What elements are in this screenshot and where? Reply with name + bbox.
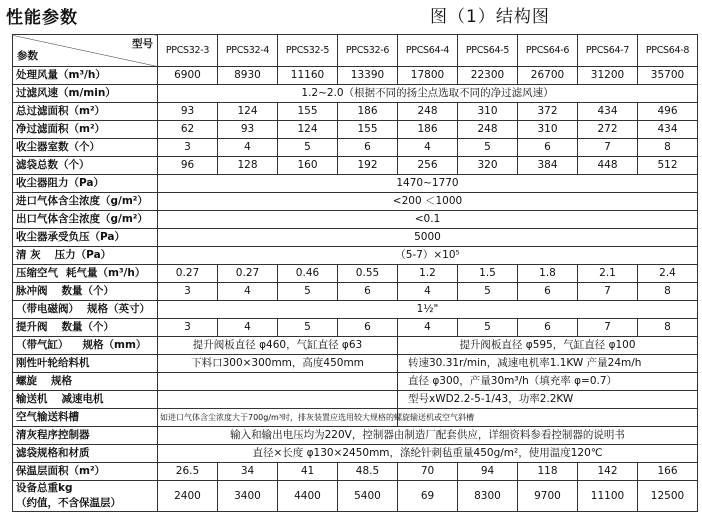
table-cell: 186 bbox=[398, 121, 458, 139]
table-cell: 直径 φ300，产量30m³/h（填充率 φ=0.7） bbox=[398, 373, 698, 391]
row-label: 收尘器承受负压（Pa） bbox=[13, 229, 158, 247]
table-cell: 8 bbox=[638, 139, 698, 157]
table-cell: 31200 bbox=[578, 67, 638, 85]
table-cell: 4 bbox=[398, 319, 458, 337]
row-label: 滤袋规格和材质 bbox=[13, 445, 158, 463]
row-label: 滤袋总数（个） bbox=[13, 157, 158, 175]
table-row-neg-pressure bbox=[13, 229, 698, 247]
model-header: PPCS64-8 bbox=[638, 35, 698, 67]
table-cell: 320 bbox=[458, 157, 518, 175]
table-cell: 5 bbox=[458, 283, 518, 301]
table-cell: 如进口气体含尘浓度大于700g/m³时，排灰装置应选用较大规格的螺旋输送机或空气斜槽 bbox=[158, 409, 398, 427]
table-cell: 434 bbox=[578, 103, 638, 121]
row-label: 清灰程序控制器 bbox=[13, 427, 158, 445]
table-row-outlet bbox=[13, 211, 698, 229]
table-cell: 5000 bbox=[158, 229, 698, 247]
row-label-main: 输送机 bbox=[16, 393, 48, 405]
table-cell: 3 bbox=[158, 139, 218, 157]
table-cell: 5 bbox=[278, 139, 338, 157]
table-cell: 提升阀板直径 φ460，气缸直径 φ63 bbox=[158, 337, 398, 355]
table-cell: 12500 bbox=[638, 481, 698, 512]
table-cell: <200 ＜1000 bbox=[158, 193, 698, 211]
table-cell: 7 bbox=[578, 319, 638, 337]
table-cell: 5 bbox=[458, 139, 518, 157]
row-label-main: （带电磁阀） bbox=[16, 303, 79, 315]
table-cell: 0.27 bbox=[158, 265, 218, 283]
table-cell: <0.1 bbox=[158, 211, 698, 229]
table-cell: 186 bbox=[338, 103, 398, 121]
table-cell: 69 bbox=[398, 481, 458, 512]
table-row-air-consumption bbox=[13, 265, 698, 283]
row-label: 进口气体含尘浓度（g/m²） bbox=[13, 193, 158, 211]
table-cell: 93 bbox=[158, 103, 218, 121]
table-cell: 4 bbox=[218, 319, 278, 337]
table-row-controller bbox=[13, 427, 698, 445]
row-label-sub: 规格 bbox=[51, 375, 72, 387]
table-cell: 3 bbox=[158, 283, 218, 301]
table-row-solenoid bbox=[13, 301, 698, 319]
table-cell: 7 bbox=[578, 283, 638, 301]
table-cell: 93 bbox=[218, 121, 278, 139]
table-cell: （5-7）×10⁵ bbox=[158, 247, 698, 265]
table-cell: 310 bbox=[458, 103, 518, 121]
table-row-conveyor bbox=[13, 391, 698, 409]
row-label-main: 脉冲阀 bbox=[16, 285, 48, 297]
table-cell: 13390 bbox=[338, 67, 398, 85]
corner-param-label: 参数 bbox=[17, 50, 38, 62]
row-label: 处理风量（m³/h） bbox=[13, 67, 158, 85]
table-cell: 2.4 bbox=[638, 265, 698, 283]
row-label-sub: 规格（英寸） bbox=[87, 303, 150, 315]
row-label bbox=[13, 337, 158, 355]
model-header: PPCS32-6 bbox=[338, 35, 398, 67]
table-cell: 26.5 bbox=[158, 463, 218, 481]
model-header: PPCS64-5 bbox=[458, 35, 518, 67]
table-cell: 4 bbox=[398, 283, 458, 301]
table-row-header bbox=[13, 35, 698, 67]
table-cell: 6900 bbox=[158, 67, 218, 85]
model-header: PPCS32-4 bbox=[218, 35, 278, 67]
table-cell: 124 bbox=[218, 103, 278, 121]
corner-model-label: 型号 bbox=[132, 38, 153, 50]
row-label-sub: 规格（mm） bbox=[82, 339, 147, 351]
table-cell: 提升阀板直径 φ595，气缸直径 φ100 bbox=[398, 337, 698, 355]
table-cell: 0.55 bbox=[338, 265, 398, 283]
table-cell: 272 bbox=[578, 121, 638, 139]
table-cell: 160 bbox=[278, 157, 338, 175]
model-header: PPCS32-3 bbox=[158, 35, 218, 67]
model-header: PPCS64-7 bbox=[578, 35, 638, 67]
table-cell: 48.5 bbox=[338, 463, 398, 481]
row-label-sub: （约值，不含保温层） bbox=[16, 497, 121, 509]
row-label-sub: 数量（个） bbox=[61, 285, 114, 297]
table-row-resistance bbox=[13, 175, 698, 193]
row-label bbox=[13, 373, 158, 391]
table-cell: 11100 bbox=[578, 481, 638, 512]
table-cell: 128 bbox=[218, 157, 278, 175]
table-cell: 7 bbox=[578, 139, 638, 157]
table-cell bbox=[158, 391, 398, 409]
table-row-net-area bbox=[13, 121, 698, 139]
table-row-pulse-valve bbox=[13, 283, 698, 301]
table-cell: 4 bbox=[218, 139, 278, 157]
table-cell: 155 bbox=[278, 103, 338, 121]
table-cell: 512 bbox=[638, 157, 698, 175]
row-label-sub: 耗气量（m³/h） bbox=[66, 267, 146, 279]
table-cell: 1.2~2.0（根据不同的扬尘点选取不同的净过滤风速） bbox=[158, 85, 698, 103]
table-cell: 155 bbox=[338, 121, 398, 139]
row-label: 空气输送料槽 bbox=[13, 409, 158, 427]
table-cell: 310 bbox=[518, 121, 578, 139]
table-cell: 1470~1770 bbox=[158, 175, 698, 193]
table-cell: 8 bbox=[638, 283, 698, 301]
table-cell: 5 bbox=[278, 319, 338, 337]
table-cell: 34 bbox=[218, 463, 278, 481]
row-label: 净过滤面积（m²） bbox=[13, 121, 158, 139]
table-cell: 6 bbox=[338, 139, 398, 157]
table-cell: 0.46 bbox=[278, 265, 338, 283]
table-cell: 496 bbox=[638, 103, 698, 121]
table-cell: 124 bbox=[278, 121, 338, 139]
row-label: 刚性叶轮给料机 bbox=[13, 355, 158, 373]
table-cell: 0.27 bbox=[218, 265, 278, 283]
model-header: PPCS64-4 bbox=[398, 35, 458, 67]
table-cell: 384 bbox=[518, 157, 578, 175]
table-cell: 11160 bbox=[278, 67, 338, 85]
table-cell bbox=[158, 373, 398, 391]
table-cell: 5400 bbox=[338, 481, 398, 512]
row-label: 收尘器室数（个） bbox=[13, 139, 158, 157]
table-row-bags bbox=[13, 157, 698, 175]
table-cell: 372 bbox=[518, 103, 578, 121]
table-cell: 166 bbox=[638, 463, 698, 481]
table-cell: 256 bbox=[398, 157, 458, 175]
table-cell: 4 bbox=[218, 283, 278, 301]
row-label bbox=[13, 391, 158, 409]
row-label-main: 清 灰 bbox=[16, 249, 41, 261]
row-label bbox=[13, 319, 158, 337]
table-cell: 192 bbox=[338, 157, 398, 175]
table-cell: 248 bbox=[458, 121, 518, 139]
table-cell: 96 bbox=[158, 157, 218, 175]
row-label-main: 提升阀 bbox=[16, 321, 48, 333]
table-row-bag-spec bbox=[13, 445, 698, 463]
table-row-rigid-feeder bbox=[13, 355, 698, 373]
table-row-lift-valve bbox=[13, 319, 698, 337]
table-cell: 8930 bbox=[218, 67, 278, 85]
table-cell: 248 bbox=[398, 103, 458, 121]
table-row-air-slide bbox=[13, 409, 698, 427]
row-label-main: （带气缸） bbox=[16, 339, 69, 351]
row-label bbox=[13, 283, 158, 301]
row-label: 收尘器阻力（Pa） bbox=[13, 175, 158, 193]
table-row-airflow bbox=[13, 67, 698, 85]
table-cell: 6 bbox=[338, 319, 398, 337]
table-cell: 3 bbox=[158, 319, 218, 337]
table-cell: 62 bbox=[158, 121, 218, 139]
table-cell: 转速30.31r/min，减速电机率1.1KW 产量24m/h bbox=[398, 355, 698, 373]
table-cell: 6 bbox=[518, 319, 578, 337]
table-cell: 118 bbox=[518, 463, 578, 481]
model-header: PPCS32-5 bbox=[278, 35, 338, 67]
spec-table bbox=[12, 34, 698, 512]
table-cell: 3400 bbox=[218, 481, 278, 512]
table-cell: 2.1 bbox=[578, 265, 638, 283]
table-row-cylinder bbox=[13, 337, 698, 355]
table-cell: 434 bbox=[638, 121, 698, 139]
page-title: 性能参数 bbox=[6, 8, 78, 28]
table-cell: 94 bbox=[458, 463, 518, 481]
row-label-sub: 减速电机 bbox=[61, 393, 104, 405]
table-row-clean-pressure bbox=[13, 247, 698, 265]
table-cell: 5 bbox=[458, 319, 518, 337]
table-cell: 下料口300×300mm，高度450mm bbox=[158, 355, 398, 373]
table-cell: 22300 bbox=[458, 67, 518, 85]
row-label: 出口气体含尘浓度（g/m²） bbox=[13, 211, 158, 229]
corner-cell bbox=[13, 35, 158, 67]
figure-caption: 图（1）结构图 bbox=[430, 7, 550, 27]
table-row-filter-speed bbox=[13, 85, 698, 103]
table-cell: 型号xWD2.2-5-1/43，功率2.2KW bbox=[398, 391, 698, 409]
row-label: 保温层面积（m²） bbox=[13, 463, 158, 481]
table-row-insulation bbox=[13, 463, 698, 481]
row-label-sub: 数量（个） bbox=[61, 321, 114, 333]
table-row-screw bbox=[13, 373, 698, 391]
table-cell: 8 bbox=[638, 319, 698, 337]
table-cell: 35700 bbox=[638, 67, 698, 85]
row-label bbox=[13, 265, 158, 283]
table-cell: 直径×长度 φ130×2450mm，涤纶针刺毡重量450g/m²，使用温度120℃ bbox=[158, 445, 698, 463]
table-cell: 4 bbox=[398, 139, 458, 157]
row-label bbox=[13, 481, 158, 512]
table-cell: 5 bbox=[278, 283, 338, 301]
table-cell: 17800 bbox=[398, 67, 458, 85]
row-label bbox=[13, 301, 158, 319]
table-cell: 448 bbox=[578, 157, 638, 175]
table-row-inlet bbox=[13, 193, 698, 211]
table-row-rooms bbox=[13, 139, 698, 157]
table-cell: 输入和输出电压均为220V，控制器由制造厂配套供应，详细资料参看控制器的说明书 bbox=[158, 427, 698, 445]
table-cell: 9700 bbox=[518, 481, 578, 512]
row-label-main: 螺旋 bbox=[16, 375, 37, 387]
table-cell: 6 bbox=[518, 139, 578, 157]
table-cell: 8300 bbox=[458, 481, 518, 512]
table-cell: 1½" bbox=[158, 301, 698, 319]
row-label: 总过滤面积（m²） bbox=[13, 103, 158, 121]
table-row-weight bbox=[13, 481, 698, 512]
table-cell: 41 bbox=[278, 463, 338, 481]
table-cell: 2400 bbox=[158, 481, 218, 512]
table-cell: 6 bbox=[518, 283, 578, 301]
model-header: PPCS64-6 bbox=[518, 35, 578, 67]
row-label-main: 设备总重kg bbox=[16, 482, 73, 494]
table-cell: 1.2 bbox=[398, 265, 458, 283]
table-cell: 1.8 bbox=[518, 265, 578, 283]
row-label-main: 压缩空气 bbox=[16, 267, 58, 279]
row-label: 过滤风速（m/min） bbox=[13, 85, 158, 103]
table-cell: 70 bbox=[398, 463, 458, 481]
table-cell: 6 bbox=[338, 283, 398, 301]
table-cell: 142 bbox=[578, 463, 638, 481]
table-row-total-area bbox=[13, 103, 698, 121]
table-cell: 1.5 bbox=[458, 265, 518, 283]
row-label-sub: 压力（Pa） bbox=[54, 249, 112, 261]
table-cell: 4400 bbox=[278, 481, 338, 512]
row-label bbox=[13, 247, 158, 265]
table-cell: 26700 bbox=[518, 67, 578, 85]
